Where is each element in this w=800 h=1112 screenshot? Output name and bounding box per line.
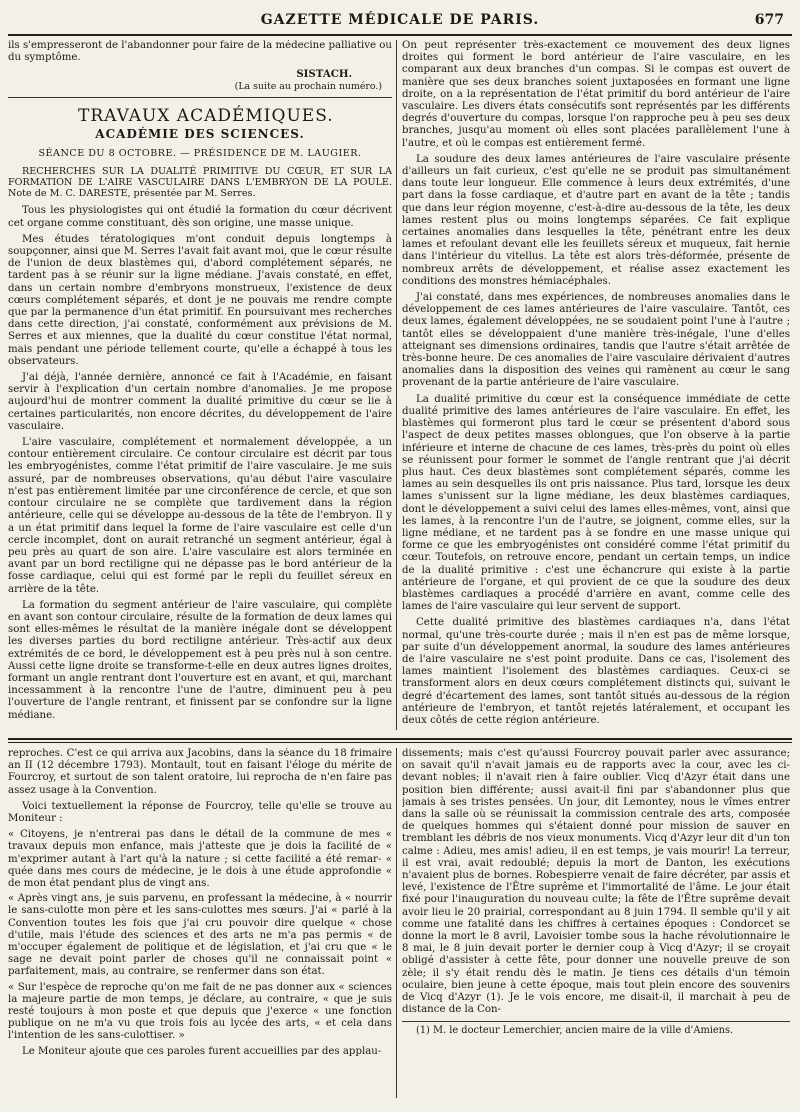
quote-paragraph: « Citoyens, je n'entrerai pas dans le détail de la commune de mes « travaux depuis mon enfance, mais j'atteste que je dois la facilité de « m'exprimer autant à l'art qu'à la nature ; si cette facilité a été remar- « quée dans mes cours de médecine, je le dois à une étude approfondie « de mon état pendant plus de vingt ans.	[8, 829, 392, 890]
quote-paragraph: « Sur l'espèce de reproche qu'on me fait de ne pas donner aux « sciences la majeure partie de mon temps, je déclare, au contraire, « que je suis resté toujours à mon poste et que depuis que j'exerce « une fonction publique on ne m'a vu que trois fois au lycée des arts, « et cela dans l'intention de les sans-culottiser. »	[8, 981, 392, 1042]
article-paragraph: On peut représenter très-exactement ce mouvement des deux lignes droites qui forment le bord antérieur de l'aire vasculaire, en les comparant aux deux branches d'un compas. Si le compas est ouvert de manière que ses deux branches soient juxtaposées en formant une ligne droite, on a la représentation de l'état primitif du bord antérieur de l'aire vasculaire. Les divers états consécutifs sont représentés par les différents degrés d'ouverture du compas, lorsque l'on rapproche peu à peu ses deux branches, jusqu'au moment où elles sont placées parallèlement l'une à l'autre, et où le compas est entièrement fermé.	[402, 40, 790, 149]
footnote-rule	[402, 1021, 790, 1022]
academy-title: ACADÉMIE DES SCIENCES.	[95, 127, 305, 142]
article-paragraph: Tous les physiologistes qui ont étudié la formation du cœur décrivent cet organe comme constituant, dès son origine, une masse unique.	[8, 205, 392, 229]
feuilleton-rule-2	[8, 742, 792, 743]
seance-line: SÉANCE DU 8 OCTOBRE. — PRÉSIDENCE DE M. LAUGIER.	[38, 148, 362, 160]
running-header	[8, 10, 792, 36]
feuilleton-paragraph: Le Moniteur ajoute que ces paroles furent accueillies par des applau-	[22, 1045, 382, 1057]
article-paragraph: J'ai déjà, l'année dernière, annoncé ce fait à l'Académie, en faisant servir à l'explication d'un certain nombre d'anomalies. Je me propose aujourd'hui de montrer comment la dualité primitive du cœur se lie à certaines particularités, non encore décrites, du développement de l'aire vasculaire.	[8, 372, 392, 432]
feuilleton-column-divider	[396, 748, 397, 1098]
continuation-note: (La suite au prochain numéro.)	[234, 80, 382, 92]
article-paragraph: Cette dualité primitive des blastèmes cardiaques n'a, dans l'état normal, qu'une très-courte durée ; mais il n'en est pas de même lorsque, par suite d'un développement anormal, la soudure des lames antérieures de l'aire vasculaire ne s'est point produite. Dans ce cas, l'isolement des lames maintient l'isolement des blastèmes cardiaques. Ceux-ci se transforment alors en deux cœurs complétement distincts qui, suivant le degré d'écartement des lames, sont tantôt situés au-dessous de la région antérieure de l'embryon, et tantôt rejetés latéralement, et occupant les deux côtés de cette région antérieure.	[402, 617, 790, 726]
quote-paragraph: « Après vingt ans, je suis parvenu, en professant la médecine, à « nourrir le sans-culotte mon père et les sans-culottes mes sœurs. J'ai « parlé à la Convention toutes les fois que j'ai cru pouvoir dire quelque « chose d'utile, mais l'étude des sciences et des arts ne m'a pas permis « de m'occuper également de politique et de législation, et j'ai cru que « le sage ne devait point parler de choses qu'il ne connaissait point « parfaitement, mais, au contraire, se renfermer dans son état.	[8, 893, 392, 978]
left-column	[8, 40, 392, 730]
feuilleton-left-column	[8, 748, 392, 1098]
feuilleton-rule	[8, 738, 792, 740]
section-divider	[8, 97, 392, 98]
section-title: TRAVAUX ACADÉMIQUES.	[78, 105, 334, 126]
feuilleton-paragraph: reproches. C'est ce qui arriva aux Jacobins, dans la séance du 18 frimaire an II (12 décembre 1793). Montault, tout en faisant l'éloge du mérite de Fourcroy, et surtout de son talent oratoire, lui reprocha de n'en faire pas assez usage à la Convention.	[8, 748, 392, 796]
feuilleton-paragraph: Voici textuellement la réponse de Fourcroy, telle qu'elle se trouve au Moniteur :	[8, 800, 392, 825]
prev-article-closing: ils s'empresseront de l'abandonner pour faire de la médecine palliative ou du symptôme.	[8, 40, 392, 64]
feuilleton-paragraph: dissements; mais c'est qu'aussi Fourcroy pouvait parler avec assurance; on savait qu'il n'avait jamais eu de rapports avec la cour, avec les ci-devant nobles; il n'avait rien à faire oublier. Vicq d'Azyr était dans une position bien différente; aussi avait-il fini par s'abandonner plus que jamais à ses tristes pensées. Un jour, dit Lemontey, nous le vîmes entrer dans la salle où se réunissait la commission centrale des arts, composée de quelques hommes qui s'étaient donné pour mission de sauver en tremblant les débris de nos vieux monuments. Vicq d'Azyr leur dit d'un ton calme : Adieu, mes amis! adieu, il en est temps, je vais mourir! La terreur, il est vrai, avait redoublé; depuis la mort de Danton, les exécutions n'avaient plus de bornes. Robespierre venait de faire décréter, par assis et levé, l'existence de l'Être suprême et l'immortalité de l'âme. Le jour était fixé pour l'inauguration du nouveau culte; la fête de l'Être suprême devait avoir lieu le 20 prairial, correspondant au 8 juin 1794. Il semble qu'il y ait comme une fatalité dans les chiffres à certaines époques : Condorcet se donne la mort le 8 avril, Lavoisier tombe sous la hache révolutionnaire le 8 mai, le 8 juin devait porter le dernier coup à Vicq d'Azyr; il se croyait obligé d'assister à cette fête, pour donner une nouvelle preuve de son zèle; il s'y était rendu dès le matin. Je tiens ces détails d'un témoin oculaire, bien jeune à cette époque, mais tout plein encore des souvenirs de Vicq d'Azyr (1). Je le vois encore, me disait-il, il marchait à peu de distance de la Con-	[402, 748, 790, 1016]
journal-title: GAZETTE MÉDICALE DE PARIS.	[260, 12, 540, 28]
feuilleton-right-column	[402, 748, 790, 1098]
article-paragraph: La soudure des deux lames antérieures de l'aire vasculaire présente d'ailleurs un fait curieux, c'est qu'elle ne se produit pas simultanément dans toute leur longueur. Elle commence à leurs deux extrémités, d'une part dans la fosse cardiaque, et d'autre part en avant de la tête ; tandis que dans leur région moyenne, c'est-à-dire au-dessous de la tête, les deux lames restent plus ou moins longtemps séparées. Ce fait explique certaines anomalies dans lesquelles la tête, pénétrant entre les deux lames et refoulant devant elle les feuillets séreux et muqueux, fait hernie dans l'intérieur du vitellus. La tête est alors très-déformée, présente de nombreux arrêts de développement, et réalise assez exactement les conditions des monstres hémiacéphales.	[402, 153, 790, 287]
prev-article-author: SISTACH.	[296, 68, 352, 81]
right-column	[402, 40, 790, 730]
article-paragraph: Mes études tératologiques m'ont conduit depuis longtemps à soupçonner, ainsi que M. Serres l'avait fait avant moi, que le cœur résulte de l'union de deux blastèmes qui, d'abord complétement séparés, ne tardent pas à se réunir sur la ligne médiane. J'avais constaté, en effet, dans un certain nombre d'embryons monstrueux, l'existence de deux cœurs complétement séparés, et dont je ne pouvais me rendre compte que par la permanence d'un état primitif. En poursuivant mes recherches dans cette direction, j'ai constaté, conformément aux prévisions de M. Serres et aux miennes, que la dualité du cœur constitue l'état normal, mais pendant une période tellement courte, qu'elle a échappé à tous les observateurs.	[8, 233, 392, 367]
article-paragraph: La dualité primitive du cœur est la conséquence immédiate de cette dualité primitive des lames antérieures de l'aire vasculaire. En effet, les blastèmes qui formeront plus tard le cœur se présentent d'abord sous l'aspect de deux petites masses oblongues, que l'on observe à la partie inférieure et interne de chacune de ces lames, très-près du point où elles se réunissent pour former le sommet de l'angle rentrant que j'ai décrit plus haut. Ces deux blastèmes sont complétement séparés, comme les lames au sein desquelles ils ont pris naissance. Plus tard, lorsque les deux lames s'unissent sur la ligne médiane, les deux blastèmes cardiaques, dont le développement a suivi celui des lames elles-mêmes, vont, ainsi que les lames, à la rencontre l'un de l'autre, se joignent, comme elles, sur la ligne médiane, et ne tardent pas à se fondre en une masse unique qui forme ce que les embryogénistes ont considéré comme l'état primitif du cœur. Toutefois, on retrouve encore, pendant un certain temps, un indice de la dualité primitive : c'est une échancrure qui existe à la partie antérieure de l'organe, et qui provient de ce que la soudure des deux blastèmes cardiaques a procédé d'arrière en avant, comme celle des lames de l'aire vasculaire qui leur servent de support.	[402, 393, 790, 613]
footnote: (1) M. le docteur Lemerchier, ancien maire de la ville d'Amiens.	[416, 1025, 734, 1037]
article-heading: RECHERCHES SUR LA DUALITÉ PRIMITIVE DU CŒUR, ET SUR LA FORMATION DE L'AIRE VASCULAIRE DANS L'EMBRYON DE LA POULE. Note de M. C. DARESTE, présentée par M. Serres.	[8, 166, 392, 200]
article-paragraph: La formation du segment antérieur de l'aire vasculaire, qui complète en avant son contour circulaire, résulte de la formation de deux lames qui sont elles-mêmes le résultat de la manière inégale dont se développent les diverses parties du bord rectiligne antérieur. Très-actif aux deux extrémités de ce bord, le développement est à peu près nul à son centre. Aussi cette ligne droite se transforme-t-elle en deux autres lignes droites, formant un angle rentrant dont l'ouverture est en avant, et qui, marchant incessamment à la rencontre l'une de l'autre, diminuent peu à peu l'ouverture de l'angle rentrant, et finissent par se confondre sur la ligne médiane.	[8, 599, 392, 721]
article-paragraph: J'ai constaté, dans mes expériences, de nombreuses anomalies dans le développement de ces lames antérieures de l'aire vasculaire. Tantôt, ces deux lames, également développées, ne se soudaient point l'une à l'autre ; tantôt elles se développaient d'une manière très-inégale, l'une d'elles atteignant ses dimensions ordinaires, tandis que l'autre s'était arrêtée de très-bonne heure. De ces anomalies de l'aire vasculaire dérivaient d'autres anomalies dans la disposition des veines qui ramènent au cœur le sang provenant de la partie antérieure de l'aire vasculaire.	[402, 292, 790, 389]
page-number: 677	[754, 12, 784, 28]
article-paragraph: L'aire vasculaire, complétement et normalement développée, a un contour entièrement circulaire. Ce contour circulaire est décrit par tous les embryogénistes, comme l'état primitif de l'aire vasculaire. Je me suis assuré, par de nombreuses observations, qu'au début l'aire vasculaire n'est pas entièrement limitée par une circonférence de cercle, et que son contour circulaire ne se complète que tardivement dans la région antérieure, celle qui se développe au-dessous de la tête de l'embryon. Il y a un état primitif dans lequel la forme de l'aire vasculaire est celle d'un cercle incomplet, dont on aurait retranché un segment antérieur, égal à peu près au quart de son aire. L'aire vasculaire est alors terminée en avant par un bord rectiligne qui ne dépasse pas le bord antérieur de la fosse cardiaque, celui qui est formé par le repli du feuillet séreux en arrière de la tête.	[8, 437, 392, 595]
column-divider	[396, 40, 397, 730]
